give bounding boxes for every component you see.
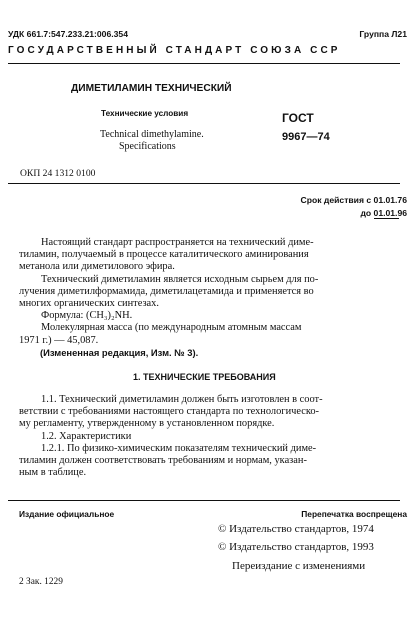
udk-code: УДК 661.7:547.233.21:006.354 [8,29,128,39]
state-standard-banner: ГОСУДАРСТВЕННЫЙ СТАНДАРТ СОЮЗА ССР [8,45,341,56]
text-line: Технический диметиламин является исходным сырьем для по- [41,273,319,285]
validity-end: до 01.01.96 [360,208,407,218]
intro-text [19,237,318,347]
document-subtitle: Технические условия [101,109,189,118]
gost-label: ГОСТ [282,111,314,125]
header-rule [8,63,400,64]
reprint-prohibited: Перепечатка воспрещена [301,509,407,519]
validity-start: Срок действия с 01.01.76 [300,195,407,205]
text-line: метанола или диметилового эфира. [19,261,175,273]
text-line: тиламин должен соответствовать требованиям и нормам, указан- [19,455,307,467]
order-number: 2 Зак. 1229 [19,577,63,587]
formula-line: Формула: (CH₃)₂NH. [41,310,133,322]
gost-number: 9967—74 [282,131,330,143]
text-line: му регламенту, утвержденному в установленном порядке. [19,418,275,430]
english-title-line2: Specifications [119,141,176,152]
copyright-1974: © Издательство стандартов, 1974 [218,523,374,535]
text-line: 1.2. Характеристики [41,430,132,442]
section-heading: 1. ТЕХНИЧЕСКИЕ ТРЕБОВАНИЯ [133,372,276,382]
reissue-note: Переиздание с изменениями [232,560,366,572]
text-line: ветствии с требованиями настоящего стандарта по технологическо- [19,406,320,418]
text-line: многих органических синтезах. [19,298,159,310]
okp-code: ОКП 24 1312 0100 [20,168,96,179]
title-rule [8,183,400,184]
section1-text [19,394,323,479]
text-line: ным в таблице. [19,467,87,479]
english-title-line1: Technical dimethylamine. [100,129,204,140]
text-line: Настоящий стандарт распространяется на технический диме- [41,237,314,248]
group-code: Группа Л21 [359,29,407,39]
text-line: 1.2.1. По физико-химическим показателям технический диме- [41,442,317,454]
text-line: 1971 г.) — 45,087. [19,334,99,346]
copyright-1993: © Издательство стандартов, 1993 [218,541,374,553]
text-line: лучения диметилформамида, диметилацетамида и применяется во [19,285,314,297]
amendment-note: (Измененная редакция, Изм. № 3). [40,347,199,358]
validity-underline [374,218,399,219]
text-line: тиламин, получаемый в процессе каталитического аминирования [19,249,309,261]
official-edition: Издание официальное [19,509,115,519]
text-line: Молекулярная масса (по международным атомным массам [41,322,302,334]
document-title: ДИМЕТИЛАМИН ТЕХНИЧЕСКИЙ [71,83,232,94]
footer-rule [8,500,400,501]
text-line: 1.1. Технический диметиламин должен быть изготовлен в соот- [41,394,323,405]
